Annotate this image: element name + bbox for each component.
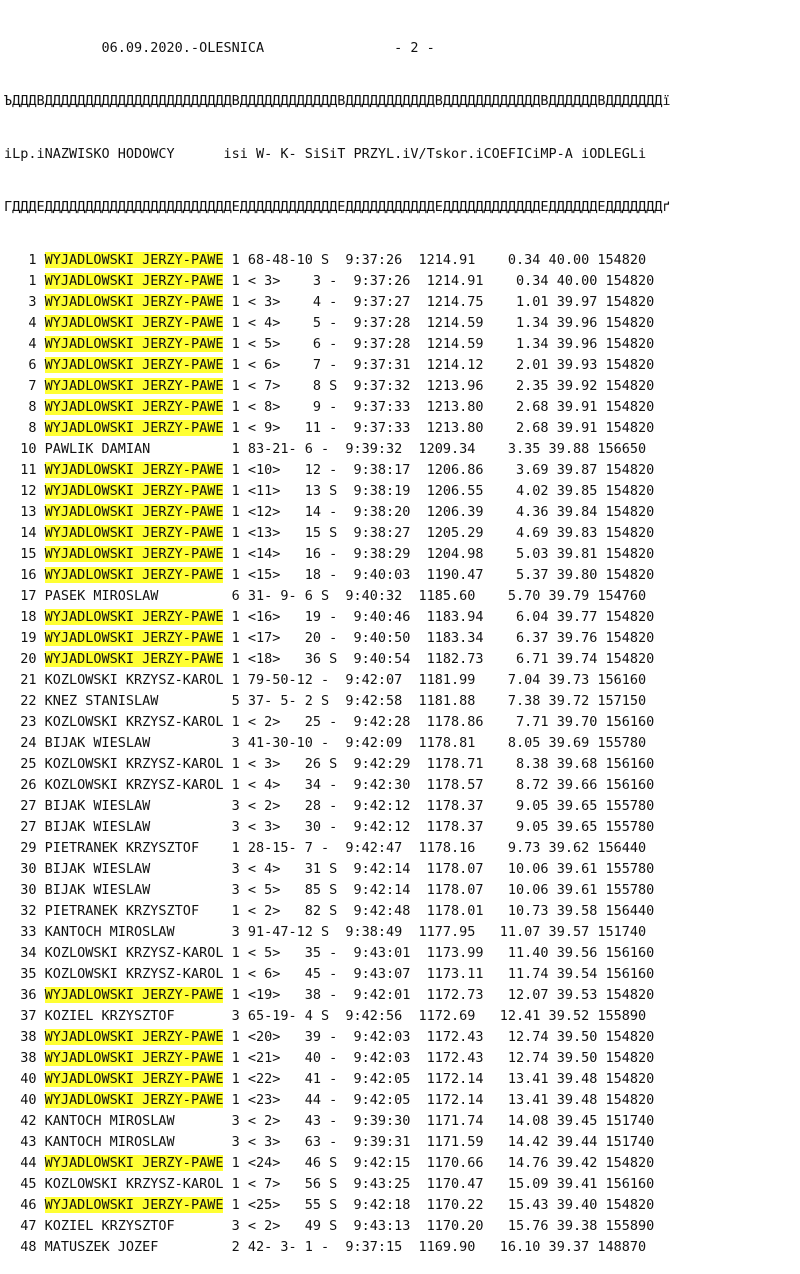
row-position: 43	[4, 1134, 45, 1150]
row-values: 1 <12> 14 - 9:38:20 1206.39 4.36 39.84 154820	[223, 504, 655, 520]
row-values: 1 < 9> 11 - 9:37:33 1213.80 2.68 39.91 154820	[223, 420, 655, 436]
row-values: 1 < 3> 4 - 9:37:27 1214.75 1.01 39.97 154820	[223, 294, 655, 310]
row-position: 33	[4, 924, 45, 940]
row-values: 1 <15> 18 - 9:40:03 1190.47 5.37 39.80 154820	[223, 567, 655, 583]
row-values: 1 28-15- 7 - 9:42:47 1178.16 9.73 39.62 156440	[223, 840, 647, 856]
row-values: 1 <25> 55 S 9:42:18 1170.22 15.43 39.40 154820	[223, 1197, 655, 1213]
row-position: 6	[4, 357, 45, 373]
table-row	[4, 712, 800, 733]
breeder-name: WYJADLOWSKI JERZY-PAWE	[44, 567, 224, 583]
table-row	[4, 754, 800, 775]
table-row	[4, 796, 800, 817]
breeder-name: WYJADLOWSKI JERZY-PAWE	[44, 462, 224, 478]
table-row	[4, 775, 800, 796]
table-row	[4, 544, 800, 565]
row-position: 26	[4, 777, 45, 793]
breeder-name: KOZIEL KRZYSZTOF	[44, 1218, 224, 1234]
row-values: 1 < 3> 3 - 9:37:26 1214.91 0.34 40.00 154820	[223, 273, 655, 289]
row-position: 36	[4, 987, 45, 1003]
table-row	[4, 1069, 800, 1090]
breeder-name: WYJADLOWSKI JERZY-PAWE	[44, 504, 224, 520]
table-row	[4, 691, 800, 712]
breeder-name: WYJADLOWSKI JERZY-PAWE	[44, 294, 224, 310]
row-values: 1 79-50-12 - 9:42:07 1181.99 7.04 39.73 156160	[223, 672, 647, 688]
row-position: 21	[4, 672, 45, 688]
row-values: 1 < 7> 8 S 9:37:32 1213.96 2.35 39.92 154820	[223, 378, 655, 394]
report-title: 06.09.2020.-OLESNICA - 2 -	[4, 40, 435, 56]
column-headers: іLp.іNAZWISKO HODOWCY isi W- K- SiSiT PRZYL.iV/Tskor.iCOEFICiMP-A iODLEGLi	[4, 146, 647, 162]
breeder-name: WYJADLOWSKI JERZY-PAWE	[44, 1050, 224, 1066]
row-position: 30	[4, 882, 45, 898]
row-values: 1 <21> 40 - 9:42:03 1172.43 12.74 39.50 154820	[223, 1050, 655, 1066]
table-row	[4, 817, 800, 838]
row-values: 3 < 2> 43 - 9:39:30 1171.74 14.08 39.45 151740	[223, 1113, 655, 1129]
table-row	[4, 1174, 800, 1195]
breeder-name: WYJADLOWSKI JERZY-PAWE	[44, 651, 224, 667]
breeder-name: KOZLOWSKI KRZYSZ-KAROL	[44, 945, 224, 961]
row-values: 1 < 7> 56 S 9:43:25 1170.47 15.09 39.41 156160	[223, 1176, 655, 1192]
breeder-name: BIJAK WIESLAW	[44, 819, 224, 835]
row-values: 1 <13> 15 S 9:38:27 1205.29 4.69 39.83 154820	[223, 525, 655, 541]
table-row	[4, 418, 800, 439]
breeder-name: WYJADLOWSKI JERZY-PAWE	[44, 399, 224, 415]
table-header-rule: ГДДДЕДДДДДДДДДДДДДДДДДДДДДДДЕДДДДДДДДДДДДЕДДДДДДДДДДДЕДДДДДДДДДДДДЕДДДДДДЕДДДДДДДґ	[4, 199, 671, 215]
row-values: 1 < 6> 7 - 9:37:31 1214.12 2.01 39.93 154820	[223, 357, 655, 373]
row-position: 30	[4, 861, 45, 877]
row-position: 47	[4, 1218, 45, 1234]
table-row	[4, 292, 800, 313]
breeder-name: PAWLIK DAMIAN	[44, 441, 224, 457]
row-position: 8	[4, 399, 45, 415]
row-position: 46	[4, 1197, 45, 1213]
table-row	[4, 607, 800, 628]
row-values: 1 < 5> 35 - 9:43:01 1173.99 11.40 39.56 156160	[223, 945, 655, 961]
table-row	[4, 985, 800, 1006]
breeder-name: BIJAK WIESLAW	[44, 798, 224, 814]
row-values: 3 91-47-12 S 9:38:49 1177.95 11.07 39.57 151740	[223, 924, 647, 940]
breeder-name: KOZLOWSKI KRZYSZ-KAROL	[44, 777, 224, 793]
row-values: 1 <14> 16 - 9:38:29 1204.98 5.03 39.81 154820	[223, 546, 655, 562]
row-values: 1 <18> 36 S 9:40:54 1182.73 6.71 39.74 154820	[223, 651, 655, 667]
row-position: 20	[4, 651, 45, 667]
breeder-name: WYJADLOWSKI JERZY-PAWE	[44, 1197, 224, 1213]
row-position: 12	[4, 483, 45, 499]
row-values: 3 < 5> 85 S 9:42:14 1178.07 10.06 39.61 155780	[223, 882, 655, 898]
row-values: 3 < 4> 31 S 9:42:14 1178.07 10.06 39.61 155780	[223, 861, 655, 877]
table-row	[4, 397, 800, 418]
row-values: 1 83-21- 6 - 9:39:32 1209.34 3.35 39.88 156650	[223, 441, 647, 457]
row-position: 27	[4, 798, 45, 814]
table-row	[4, 733, 800, 754]
table-row	[4, 859, 800, 880]
row-values: 1 < 8> 9 - 9:37:33 1213.80 2.68 39.91 154820	[223, 399, 655, 415]
row-values: 2 42- 3- 1 - 9:37:15 1169.90 16.10 39.37 148870	[223, 1239, 647, 1255]
row-position: 1	[4, 273, 45, 289]
table-row	[4, 460, 800, 481]
row-position: 17	[4, 588, 45, 604]
results-rows	[4, 250, 800, 1258]
breeder-name: KANTOCH MIROSLAW	[44, 1134, 224, 1150]
row-values: 1 < 2> 82 S 9:42:48 1178.01 10.73 39.58 156440	[223, 903, 655, 919]
row-values: 1 <20> 39 - 9:42:03 1172.43 12.74 39.50 154820	[223, 1029, 655, 1045]
row-position: 29	[4, 840, 45, 856]
breeder-name: WYJADLOWSKI JERZY-PAWE	[44, 315, 224, 331]
row-position: 24	[4, 735, 45, 751]
table-row	[4, 334, 800, 355]
row-values: 1 < 5> 6 - 9:37:28 1214.59 1.34 39.96 154820	[223, 336, 655, 352]
row-values: 1 < 4> 5 - 9:37:28 1214.59 1.34 39.96 154820	[223, 315, 655, 331]
breeder-name: WYJADLOWSKI JERZY-PAWE	[44, 1092, 224, 1108]
table-row	[4, 838, 800, 859]
row-values: 1 <11> 13 S 9:38:19 1206.55 4.02 39.85 154820	[223, 483, 655, 499]
breeder-name: BIJAK WIESLAW	[44, 882, 224, 898]
row-values: 1 <24> 46 S 9:42:15 1170.66 14.76 39.42 154820	[223, 1155, 655, 1171]
row-position: 45	[4, 1176, 45, 1192]
breeder-name: BIJAK WIESLAW	[44, 861, 224, 877]
table-row	[4, 523, 800, 544]
breeder-name: PIETRANEK KRZYSZTOF	[44, 840, 224, 856]
breeder-name: WYJADLOWSKI JERZY-PAWE	[44, 987, 224, 1003]
breeder-name: KOZLOWSKI KRZYSZ-KAROL	[44, 966, 224, 982]
breeder-name: KOZLOWSKI KRZYSZ-KAROL	[44, 1176, 224, 1192]
row-values: 3 < 2> 49 S 9:43:13 1170.20 15.76 39.38 155890	[223, 1218, 655, 1234]
table-row	[4, 1027, 800, 1048]
breeder-name: KOZLOWSKI KRZYSZ-KAROL	[44, 756, 224, 772]
breeder-name: KOZIEL KRZYSZTOF	[44, 1008, 224, 1024]
row-position: 7	[4, 378, 45, 394]
row-position: 37	[4, 1008, 45, 1024]
breeder-name: WYJADLOWSKI JERZY-PAWE	[44, 525, 224, 541]
row-values: 1 <17> 20 - 9:40:50 1183.34 6.37 39.76 154820	[223, 630, 655, 646]
table-row	[4, 901, 800, 922]
breeder-name: WYJADLOWSKI JERZY-PAWE	[44, 1071, 224, 1087]
table-row	[4, 922, 800, 943]
breeder-name: WYJADLOWSKI JERZY-PAWE	[44, 336, 224, 352]
breeder-name: KANTOCH MIROSLAW	[44, 924, 224, 940]
table-row	[4, 565, 800, 586]
table-row	[4, 943, 800, 964]
table-row	[4, 628, 800, 649]
row-position: 40	[4, 1071, 45, 1087]
row-position: 8	[4, 420, 45, 436]
breeder-name: WYJADLOWSKI JERZY-PAWE	[44, 273, 224, 289]
breeder-name: WYJADLOWSKI JERZY-PAWE	[44, 1029, 224, 1045]
breeder-name: WYJADLOWSKI JERZY-PAWE	[44, 609, 224, 625]
row-position: 13	[4, 504, 45, 520]
table-row	[4, 649, 800, 670]
row-position: 11	[4, 462, 45, 478]
row-position: 25	[4, 756, 45, 772]
breeder-name: WYJADLOWSKI JERZY-PAWE	[44, 420, 224, 436]
row-values: 1 < 6> 45 - 9:43:07 1173.11 11.74 39.54 156160	[223, 966, 655, 982]
breeder-name: PIETRANEK KRZYSZTOF	[44, 903, 224, 919]
row-position: 34	[4, 945, 45, 961]
row-values: 1 < 4> 34 - 9:42:30 1178.57 8.72 39.66 156160	[223, 777, 655, 793]
row-position: 32	[4, 903, 45, 919]
breeder-name: KOZLOWSKI KRZYSZ-KAROL	[44, 672, 224, 688]
breeder-name: BIJAK WIESLAW	[44, 735, 224, 751]
row-position: 1	[4, 252, 45, 268]
breeder-name: KNEZ STANISLAW	[44, 693, 224, 709]
row-position: 4	[4, 315, 45, 331]
breeder-name: WYJADLOWSKI JERZY-PAWE	[44, 252, 224, 268]
row-position: 3	[4, 294, 45, 310]
table-row	[4, 586, 800, 607]
table-row	[4, 502, 800, 523]
breeder-name: WYJADLOWSKI JERZY-PAWE	[44, 546, 224, 562]
row-values: 3 < 2> 28 - 9:42:12 1178.37 9.05 39.65 155780	[223, 798, 655, 814]
breeder-name: KOZLOWSKI KRZYSZ-KAROL	[44, 714, 224, 730]
row-values: 3 < 3> 63 - 9:39:31 1171.59 14.42 39.44 151740	[223, 1134, 655, 1150]
row-position: 40	[4, 1092, 45, 1108]
row-values: 3 41-30-10 - 9:42:09 1178.81 8.05 39.69 155780	[223, 735, 647, 751]
table-row	[4, 313, 800, 334]
row-position: 19	[4, 630, 45, 646]
row-position: 38	[4, 1050, 45, 1066]
breeder-name: PASEK MIROSLAW	[44, 588, 224, 604]
row-position: 22	[4, 693, 45, 709]
row-values: 1 < 3> 26 S 9:42:29 1178.71 8.38 39.68 156160	[223, 756, 655, 772]
table-row	[4, 355, 800, 376]
breeder-name: WYJADLOWSKI JERZY-PAWE	[44, 483, 224, 499]
row-values: 1 <19> 38 - 9:42:01 1172.73 12.07 39.53 154820	[223, 987, 655, 1003]
table-row	[4, 439, 800, 460]
table-row	[4, 271, 800, 292]
row-position: 18	[4, 609, 45, 625]
table-row	[4, 1006, 800, 1027]
row-position: 15	[4, 546, 45, 562]
row-values: 3 65-19- 4 S 9:42:56 1172.69 12.41 39.52 155890	[223, 1008, 647, 1024]
row-position: 44	[4, 1155, 45, 1171]
table-row	[4, 1153, 800, 1174]
row-values: 1 <16> 19 - 9:40:46 1183.94 6.04 39.77 154820	[223, 609, 655, 625]
table-row	[4, 250, 800, 271]
row-values: 3 < 3> 30 - 9:42:12 1178.37 9.05 39.65 155780	[223, 819, 655, 835]
breeder-name: WYJADLOWSKI JERZY-PAWE	[44, 1155, 224, 1171]
table-top-rule: ЪДДДВДДДДДДДДДДДДДДДДДДДДДДДВДДДДДДДДДДДДВДДДДДДДДДДДВДДДДДДДДДДДДВДДДДДДВДДДДДДДї	[4, 93, 671, 109]
row-position: 35	[4, 966, 45, 982]
breeder-name: WYJADLOWSKI JERZY-PAWE	[44, 630, 224, 646]
row-position: 38	[4, 1029, 45, 1045]
row-position: 23	[4, 714, 45, 730]
table-row	[4, 1195, 800, 1216]
table-row	[4, 481, 800, 502]
row-position: 42	[4, 1113, 45, 1129]
row-values: 1 <23> 44 - 9:42:05 1172.14 13.41 39.48 154820	[223, 1092, 655, 1108]
row-values: 5 37- 5- 2 S 9:42:58 1181.88 7.38 39.72 157150	[223, 693, 647, 709]
row-values: 1 <10> 12 - 9:38:17 1206.86 3.69 39.87 154820	[223, 462, 655, 478]
breeder-name: WYJADLOWSKI JERZY-PAWE	[44, 378, 224, 394]
breeder-name: WYJADLOWSKI JERZY-PAWE	[44, 357, 224, 373]
table-row	[4, 1132, 800, 1153]
row-values: 6 31- 9- 6 S 9:40:32 1185.60 5.70 39.79 154760	[223, 588, 647, 604]
table-row	[4, 964, 800, 985]
row-position: 48	[4, 1239, 45, 1255]
table-row	[4, 670, 800, 691]
row-position: 4	[4, 336, 45, 352]
breeder-name: MATUSZEK JOZEF	[44, 1239, 224, 1255]
table-row	[4, 376, 800, 397]
row-position: 16	[4, 567, 45, 583]
table-row	[4, 1237, 800, 1258]
table-row	[4, 1048, 800, 1069]
table-row	[4, 880, 800, 901]
row-position: 27	[4, 819, 45, 835]
row-values: 1 < 2> 25 - 9:42:28 1178.86 7.71 39.70 156160	[223, 714, 655, 730]
row-values: 1 <22> 41 - 9:42:05 1172.14 13.41 39.48 154820	[223, 1071, 655, 1087]
row-position: 14	[4, 525, 45, 541]
row-values: 1 68-48-10 S 9:37:26 1214.91 0.34 40.00 154820	[223, 252, 647, 268]
table-row	[4, 1216, 800, 1237]
row-position: 10	[4, 441, 45, 457]
breeder-name: KANTOCH MIROSLAW	[44, 1113, 224, 1129]
table-row	[4, 1111, 800, 1132]
